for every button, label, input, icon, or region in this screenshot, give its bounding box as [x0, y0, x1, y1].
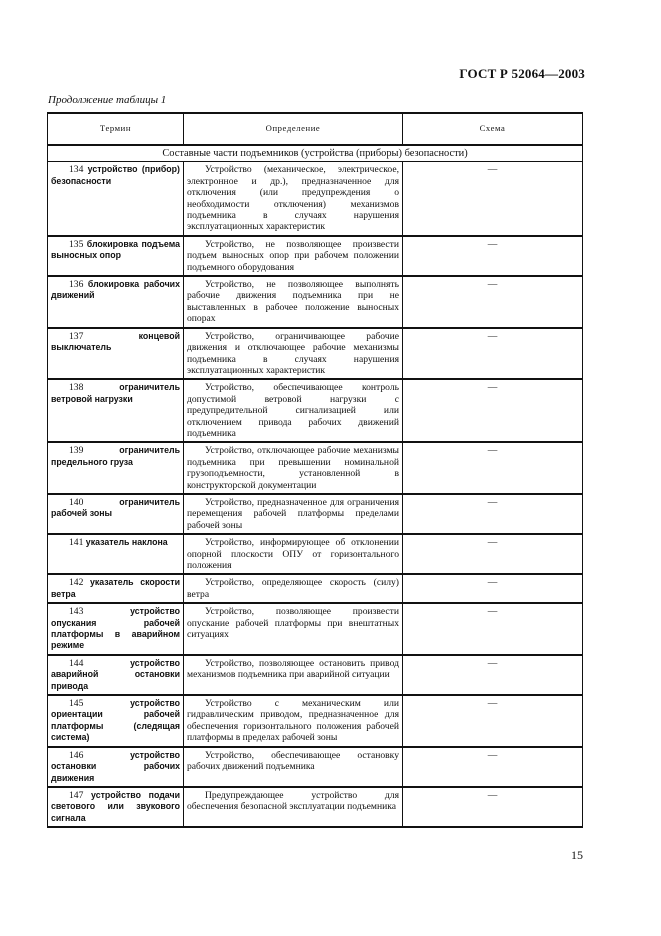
table-row: [48, 379, 583, 442]
section-row: [48, 145, 583, 162]
term-name: ограничитель рабочей зоны: [51, 496, 180, 519]
term-cell: [48, 787, 184, 827]
table-row: [48, 655, 583, 695]
scheme-cell: —: [403, 236, 583, 276]
term-number: 136: [69, 279, 84, 291]
scheme-cell: —: [403, 695, 583, 747]
term-number: 142: [69, 577, 84, 589]
term-number: 138: [69, 382, 84, 394]
scheme-cell: —: [403, 276, 583, 328]
scheme-cell: —: [403, 379, 583, 442]
definition-cell: Устройство, предназначенное для ограничения перемещения рабочей платформы пределами рабочей зоны: [184, 494, 403, 534]
term-cell: [48, 574, 184, 603]
scheme-cell: —: [403, 494, 583, 534]
term-name: ограничитель ветровой нагрузки: [51, 382, 180, 404]
table-row: [48, 574, 583, 603]
term-name: устройство остановки рабочих движения: [51, 749, 180, 783]
term-name: устройство аварийной остановки привода: [51, 657, 180, 691]
term-number: 134: [69, 164, 84, 176]
table-row: [48, 442, 583, 494]
term-name: указатель наклона: [85, 537, 168, 548]
term-cell: [48, 695, 184, 747]
scheme-cell: —: [403, 574, 583, 603]
section-title: Составные части подъемников (устройства (приборы) безопасности): [48, 145, 583, 162]
definition-cell: Устройство, позволяющее произвести опускание рабочей платформы при внештатных ситуациях: [184, 603, 403, 655]
term-name: блокировка подъема выносных опор: [51, 238, 180, 261]
scheme-cell: —: [403, 328, 583, 380]
page-number: 15: [571, 848, 583, 862]
scheme-cell: —: [403, 534, 583, 574]
term-cell: [48, 747, 184, 787]
table-row: [48, 236, 583, 276]
table-row: [48, 162, 583, 236]
term-cell: [48, 162, 184, 236]
table-row: [48, 276, 583, 328]
definition-cell: Устройство с механическим или гидравлическим приводом, предназначенное для обеспечения горизонтального положения рабочей платформы в пределах рабочей зоны: [184, 695, 403, 747]
term-name: устройство (прибор) безопасности: [51, 164, 180, 186]
term-number: 145: [69, 698, 84, 710]
term-name: устройство подачи светового или звукового сигнала: [51, 789, 180, 823]
term-number: 143: [69, 606, 84, 618]
definition-cell: Устройство, отключающее рабочие механизмы подъемника при превышении номинальной грузоподъемности, установленной в конструкторской документации: [184, 442, 403, 494]
table-row: [48, 534, 583, 574]
definition-cell: Устройство, позволяющее остановить привод механизмов подъемника при аварийной ситуации: [184, 655, 403, 695]
term-number: 139: [69, 445, 84, 457]
term-cell: [48, 379, 184, 442]
scheme-cell: —: [403, 162, 583, 236]
column-header-term: Термин: [48, 113, 184, 145]
table-header-row: [48, 113, 583, 145]
table-row: [48, 603, 583, 655]
term-number: 140: [69, 496, 84, 508]
term-cell: [48, 534, 184, 574]
definition-cell: Устройство (механическое, электрическое, электронное и др.), предназначенное для отключения (или предупреждения о необходимости отключения) механизмов подъемника в случаях нарушения эксплуатационных характеристик: [184, 162, 403, 236]
scheme-cell: —: [403, 787, 583, 827]
table-continuation-label: Продолжение таблицы 1: [48, 94, 167, 106]
definition-cell: Предупреждающее устройство для обеспечения безопасной эксплуатации подъемника: [184, 787, 403, 827]
term-cell: [48, 236, 184, 276]
term-name: указатель скорости ветра: [51, 577, 180, 599]
term-name: устройство ориентации рабочей платформы (следящая система): [51, 698, 180, 743]
definition-cell: Устройство, определяющее скорость (силу) ветра: [184, 574, 403, 603]
term-name: устройство опускания рабочей платформы в аварийном режиме: [51, 606, 180, 651]
term-name: блокировка рабочих движений: [51, 279, 180, 301]
term-cell: [48, 276, 184, 328]
term-number: 135: [69, 238, 84, 250]
term-cell: [48, 655, 184, 695]
scheme-cell: —: [403, 747, 583, 787]
standard-number: ГОСТ Р 52064—2003: [459, 66, 585, 81]
table-row: [48, 494, 583, 534]
table-row: [48, 328, 583, 380]
term-cell: [48, 442, 184, 494]
definition-cell: Устройство, обеспечивающее контроль допустимой ветровой нагрузки с предупредительной сигнализацией или отключением привода рабочих движений подъемника: [184, 379, 403, 442]
table-row: [48, 695, 583, 747]
table-row: [48, 747, 583, 787]
terms-table: [47, 112, 583, 828]
term-number: 147: [69, 789, 84, 801]
term-number: 141: [69, 537, 84, 549]
term-number: 146: [69, 749, 84, 761]
definition-cell: Устройство, ограничивающее рабочие движения и отключающее рабочие механизмы подъемника в случаях нарушения эксплуатационных характеристик: [184, 328, 403, 380]
table-row: [48, 787, 583, 827]
scheme-cell: —: [403, 603, 583, 655]
term-cell: [48, 603, 184, 655]
definition-cell: Устройство, не позволяющее выполнять рабочие движения подъемника при не выставленных в рабочее положение выносных опорах: [184, 276, 403, 328]
definition-cell: Устройство, информирующее об отклонении опорной плоскости ОПУ от горизонтального положения: [184, 534, 403, 574]
term-name: ограничитель предельного груза: [51, 445, 180, 467]
definition-cell: Устройство, обеспечивающее остановку рабочих движений подъемника: [184, 747, 403, 787]
term-name: концевой выключатель: [51, 330, 180, 353]
scheme-cell: —: [403, 655, 583, 695]
term-number: 144: [69, 657, 84, 669]
scheme-cell: —: [403, 442, 583, 494]
definition-cell: Устройство, не позволяющее произвести подъем выносных опор при рабочем положении подъемного оборудования: [184, 236, 403, 276]
column-header-definition: Определение: [184, 113, 403, 145]
term-cell: [48, 328, 184, 380]
column-header-scheme: Схема: [403, 113, 583, 145]
term-number: 137: [69, 330, 84, 342]
term-cell: [48, 494, 184, 534]
